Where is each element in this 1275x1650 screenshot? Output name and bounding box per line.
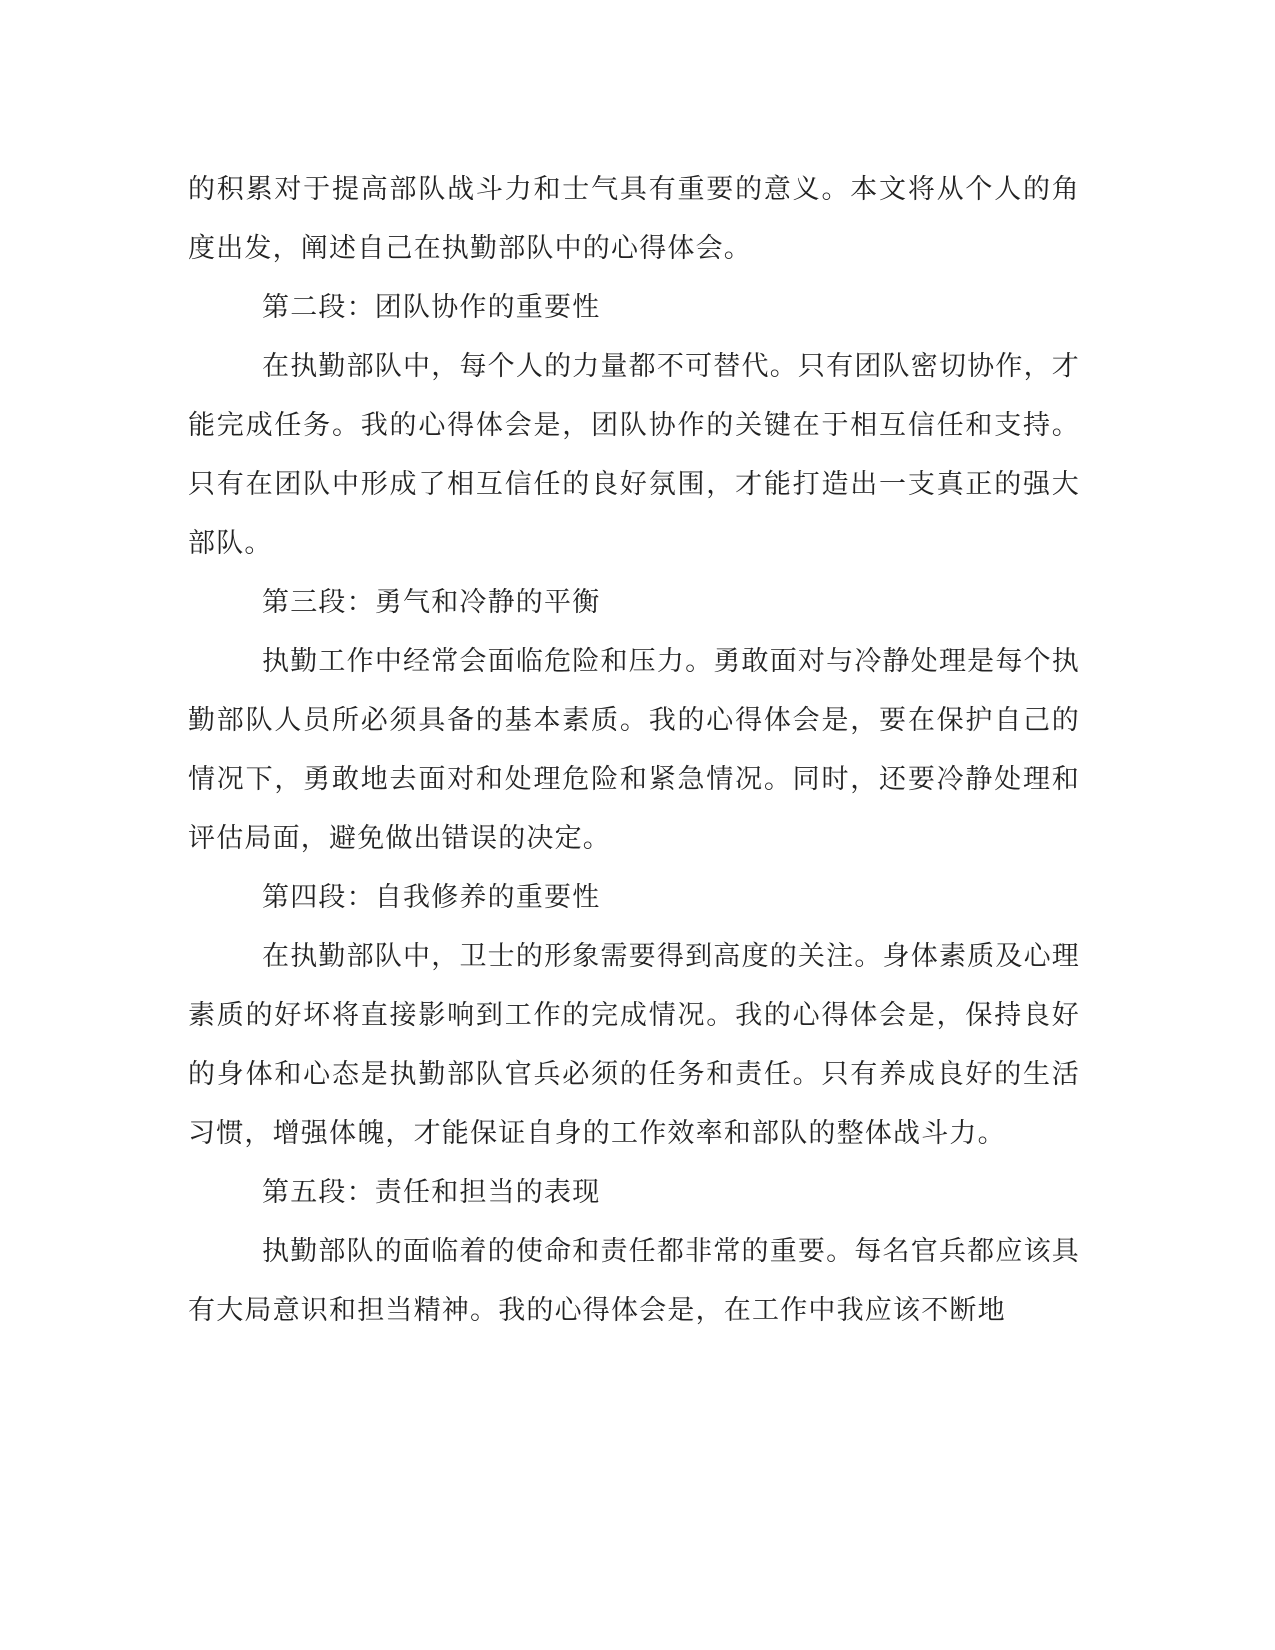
section-heading-4: 第四段：自我修养的重要性 [262,882,601,913]
section-heading-3: 第三段：勇气和冷静的平衡 [262,587,601,618]
section-heading-5: 第五段：责任和担当的表现 [262,1177,601,1208]
section-body-2: 在执勤部队中，每个人的力量都不可替代。只有团队密切协作，才能完成任务。我的心得体会是，团队协作的关键在于相互信任和支持。只有在团队中形成了相互信任的良好氛围，才能打造出一支真正的强大部队。 [188,351,1080,559]
intro-continuation: 的积累对于提高部队战斗力和士气具有重要的意义。本文将从个人的角度出发，阐述自己在执勤部队中的心得体会。 [188,174,1080,264]
section-heading-2: 第二段：团队协作的重要性 [262,292,601,323]
section-body-5: 执勤部队的面临着的使命和责任都非常的重要。每名官兵都应该具有大局意识和担当精神。我的心得体会是，在工作中我应该不断地 [188,1236,1080,1326]
section-body-3: 执勤工作中经常会面临危险和压力。勇敢面对与冷静处理是每个执勤部队人员所必须具备的基本素质。我的心得体会是，要在保护自己的情况下，勇敢地去面对和处理危险和紧急情况。同时，还要冷静处理和评估局面，避免做出错误的决定。 [188,646,1080,854]
document-body [188,160,1080,1340]
section-body-4: 在执勤部队中，卫士的形象需要得到高度的关注。身体素质及心理素质的好坏将直接影响到工作的完成情况。我的心得体会是，保持良好的身体和心态是执勤部队官兵必须的任务和责任。只有养成良好的生活习惯，增强体魄，才能保证自身的工作效率和部队的整体战斗力。 [188,941,1080,1149]
